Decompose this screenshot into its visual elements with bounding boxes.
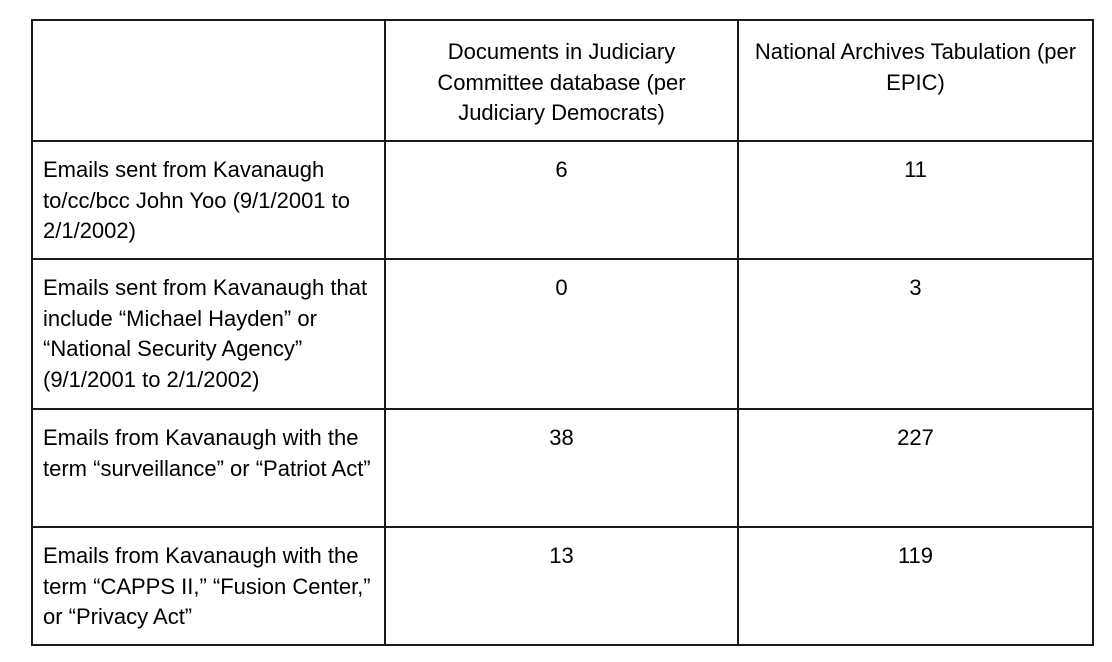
- archives-count: 3: [909, 275, 922, 300]
- judiciary-count: 6: [555, 157, 568, 182]
- table-row: [32, 527, 1093, 645]
- judiciary-count: 0: [555, 275, 568, 300]
- header-corner-cell: [32, 20, 385, 141]
- judiciary-count: 13: [549, 543, 574, 568]
- row-label-cell: [32, 527, 385, 645]
- archives-count: 119: [897, 543, 934, 568]
- archives-count: 11: [904, 157, 927, 182]
- judiciary-count-cell: [385, 141, 738, 259]
- judiciary-count-cell: [385, 409, 738, 527]
- row-label-cell: [32, 259, 385, 409]
- judiciary-count-cell: [385, 259, 738, 409]
- header-cell-archives: [738, 20, 1093, 141]
- archives-count-cell: [738, 409, 1093, 527]
- table-row: [32, 141, 1093, 259]
- archives-count-cell: [738, 527, 1093, 645]
- judiciary-count: 38: [549, 425, 574, 450]
- archives-count-cell: [738, 259, 1093, 409]
- archives-count: 227: [897, 425, 934, 450]
- row-label: Emails sent from Kavanaugh that include “Michael Hayden” or “National Security Agency” (9/1/2001 to 2/1/2002): [43, 275, 368, 392]
- row-label: Emails from Kavanaugh with the term “CAPPS II,” “Fusion Center,” or “Privacy Act”: [43, 543, 371, 629]
- row-label-cell: [32, 141, 385, 259]
- header-cell-judiciary: [385, 20, 738, 141]
- judiciary-count-cell: [385, 527, 738, 645]
- table-row: [32, 409, 1093, 527]
- comparison-table: [31, 19, 1094, 646]
- table-row: [32, 259, 1093, 409]
- header-row: [32, 20, 1093, 141]
- row-label-cell: [32, 409, 385, 527]
- row-label: Emails sent from Kavanaugh to/cc/bcc John Yoo (9/1/2001 to 2/1/2002): [43, 157, 351, 243]
- header-archives-text: National Archives Tabulation (per EPIC): [754, 39, 1077, 95]
- header-judiciary-text: Documents in Judiciary Committee database (per Judiciary Democrats): [437, 39, 686, 125]
- archives-count-cell: [738, 141, 1093, 259]
- row-label: Emails from Kavanaugh with the term “surveillance” or “Patriot Act”: [43, 425, 371, 481]
- header-corner-text: [33, 21, 384, 37]
